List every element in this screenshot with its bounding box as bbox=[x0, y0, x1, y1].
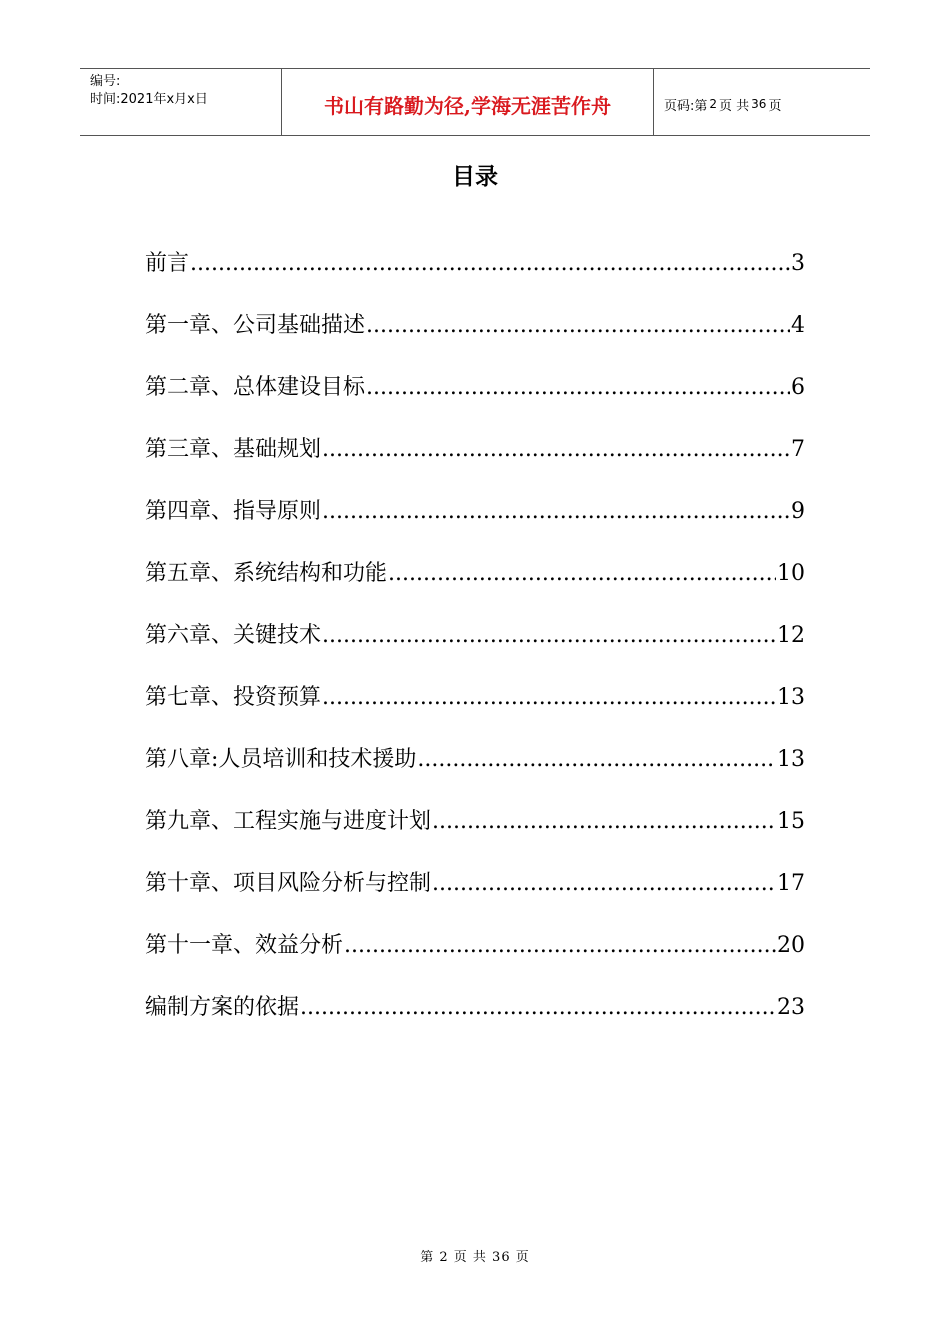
header-page-suffix: 页 bbox=[768, 98, 782, 114]
toc-dot-leader bbox=[190, 251, 790, 276]
toc-entry-page: 17 bbox=[777, 871, 805, 896]
toc-entry[interactable] bbox=[145, 370, 805, 432]
toc-entry[interactable] bbox=[145, 680, 805, 742]
toc-entry[interactable] bbox=[145, 432, 805, 494]
toc-entry-page: 13 bbox=[777, 685, 805, 710]
toc-entry-label: 第八章:人员培训和技术援助 bbox=[145, 747, 417, 772]
toc-entry[interactable] bbox=[145, 246, 805, 308]
toc-entry[interactable] bbox=[145, 494, 805, 556]
toc-dot-leader bbox=[322, 437, 790, 462]
toc-entry-label: 第六章、关键技术 bbox=[145, 623, 322, 648]
toc-entry[interactable] bbox=[145, 742, 805, 804]
header-page-total: 36 bbox=[751, 97, 767, 111]
toc-entry[interactable] bbox=[145, 618, 805, 680]
toc-entry-page: 13 bbox=[777, 747, 805, 772]
toc-entry-label: 前言 bbox=[145, 251, 190, 276]
toc-dot-leader bbox=[366, 375, 790, 400]
toc-entry-page: 15 bbox=[777, 809, 805, 834]
toc-dot-leader bbox=[432, 871, 776, 896]
toc-entry[interactable] bbox=[145, 866, 805, 928]
toc-entry[interactable] bbox=[145, 990, 805, 1052]
toc-dot-leader bbox=[417, 747, 776, 772]
toc-entry-page: 9 bbox=[791, 499, 805, 524]
header-motto: 书山有路勤为径,学海无涯苦作舟 bbox=[282, 69, 654, 135]
header-page-info bbox=[654, 69, 870, 135]
header-page-number: 2 bbox=[709, 97, 718, 111]
toc-dot-leader bbox=[322, 623, 776, 648]
toc-entry-label: 第十章、项目风险分析与控制 bbox=[145, 871, 432, 896]
toc-entry-page: 6 bbox=[791, 375, 805, 400]
page-header bbox=[80, 68, 870, 136]
header-page-prefix: 页码:第 bbox=[664, 98, 708, 114]
toc-entry-label: 第二章、总体建设目标 bbox=[145, 375, 366, 400]
page-title: 目录 bbox=[452, 164, 498, 190]
toc-dot-leader bbox=[432, 809, 776, 834]
toc-entry-page: 7 bbox=[791, 437, 805, 462]
toc-entry-page: 12 bbox=[777, 623, 805, 648]
toc-entry-page: 20 bbox=[777, 933, 805, 958]
toc-dot-leader bbox=[344, 933, 776, 958]
toc-entry-label: 第四章、指导原则 bbox=[145, 499, 322, 524]
toc-dot-leader bbox=[300, 995, 776, 1020]
toc-entry-label: 第九章、工程实施与进度计划 bbox=[145, 809, 432, 834]
toc-entry-label: 编制方案的依据 bbox=[145, 995, 300, 1020]
table-of-contents bbox=[145, 246, 805, 1052]
toc-dot-leader bbox=[322, 685, 776, 710]
toc-entry[interactable] bbox=[145, 556, 805, 618]
toc-entry[interactable] bbox=[145, 804, 805, 866]
header-meta-cell bbox=[80, 69, 282, 135]
toc-entry-label: 第七章、投资预算 bbox=[145, 685, 322, 710]
toc-entry[interactable] bbox=[145, 928, 805, 990]
header-date-label: 时间:2021年x月x日 bbox=[90, 92, 208, 107]
toc-dot-leader bbox=[322, 499, 790, 524]
toc-entry-page: 3 bbox=[791, 251, 805, 276]
toc-entry-label: 第五章、系统结构和功能 bbox=[145, 561, 388, 586]
toc-entry-page: 10 bbox=[777, 561, 805, 586]
toc-entry-page: 4 bbox=[791, 313, 805, 338]
header-number-label: 编号: bbox=[90, 74, 121, 89]
toc-entry[interactable] bbox=[145, 308, 805, 370]
toc-entry-label: 第十一章、效益分析 bbox=[145, 933, 344, 958]
toc-entry-label: 第三章、基础规划 bbox=[145, 437, 322, 462]
toc-entry-label: 第一章、公司基础描述 bbox=[145, 313, 366, 338]
toc-entry-page: 23 bbox=[777, 995, 805, 1020]
header-page-mid: 页 共 bbox=[719, 98, 750, 114]
toc-dot-leader bbox=[388, 561, 776, 586]
toc-dot-leader bbox=[366, 313, 790, 338]
page-footer: 第 2 页 共 36 页 bbox=[420, 1250, 530, 1265]
